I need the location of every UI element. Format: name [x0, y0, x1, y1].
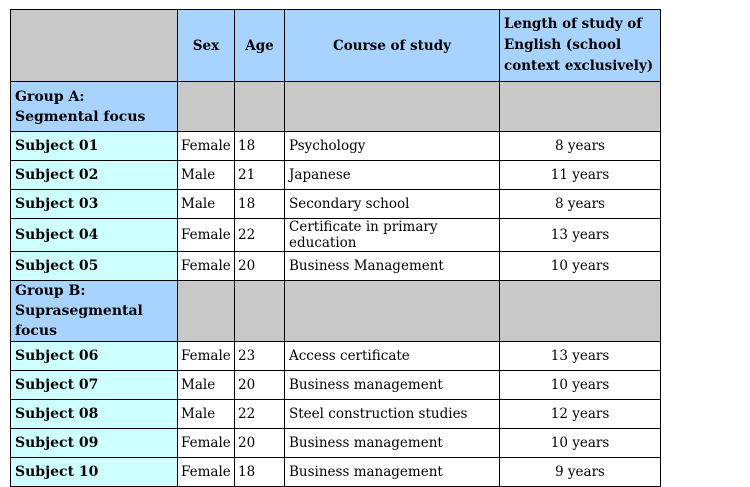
subject-age: 18	[235, 132, 285, 161]
group-fill	[178, 82, 235, 132]
header-length-line2: English (school	[504, 37, 622, 53]
subject-length: 13 years	[500, 219, 661, 252]
group-fill	[500, 82, 661, 132]
subject-length: 8 years	[500, 132, 661, 161]
group-label-a	[11, 82, 178, 132]
subject-sex: Female	[178, 458, 235, 487]
table-row	[11, 161, 661, 190]
group-fill	[235, 82, 285, 132]
table-row	[11, 458, 661, 487]
header-age: Age	[235, 10, 285, 82]
group-label-b	[11, 281, 178, 342]
subject-sex: Male	[178, 161, 235, 190]
group-row-b	[11, 281, 661, 342]
table-row	[11, 429, 661, 458]
subject-name: Subject 03	[11, 190, 178, 219]
subject-course: Business management	[285, 371, 500, 400]
subject-name: Subject 05	[11, 252, 178, 281]
group-fill	[235, 281, 285, 342]
group-row-a	[11, 82, 661, 132]
subject-length: 13 years	[500, 342, 661, 371]
subject-name: Subject 02	[11, 161, 178, 190]
subject-sex: Female	[178, 342, 235, 371]
subject-sex: Male	[178, 371, 235, 400]
table-row	[11, 252, 661, 281]
header-course: Course of study	[285, 10, 500, 82]
table-row	[11, 219, 661, 252]
subject-name: Subject 09	[11, 429, 178, 458]
table-row	[11, 400, 661, 429]
subject-name: Subject 04	[11, 219, 178, 252]
subject-age: 18	[235, 458, 285, 487]
subject-length: 8 years	[500, 190, 661, 219]
subject-course: Certificate in primary education	[285, 219, 500, 252]
subject-name: Subject 06	[11, 342, 178, 371]
subject-age: 20	[235, 252, 285, 281]
table-row	[11, 342, 661, 371]
subject-sex: Female	[178, 219, 235, 252]
subject-course: Business management	[285, 429, 500, 458]
subject-course: Business management	[285, 458, 500, 487]
subject-course: Psychology	[285, 132, 500, 161]
group-b-line2: Suprasegmental focus	[15, 303, 143, 339]
subject-length: 10 years	[500, 371, 661, 400]
group-b-line1: Group B:	[15, 283, 86, 299]
subject-sex: Male	[178, 190, 235, 219]
subject-course: Steel construction studies	[285, 400, 500, 429]
subject-length: 9 years	[500, 458, 661, 487]
subject-sex: Female	[178, 132, 235, 161]
group-fill	[285, 82, 500, 132]
subject-length: 11 years	[500, 161, 661, 190]
subjects-table	[10, 9, 661, 487]
subject-age: 21	[235, 161, 285, 190]
subject-length: 10 years	[500, 252, 661, 281]
group-fill	[500, 281, 661, 342]
table-row	[11, 190, 661, 219]
subject-name: Subject 08	[11, 400, 178, 429]
header-length	[500, 10, 661, 82]
subject-sex: Female	[178, 429, 235, 458]
table-row	[11, 371, 661, 400]
header-row	[11, 10, 661, 82]
subject-age: 23	[235, 342, 285, 371]
group-fill	[285, 281, 500, 342]
group-a-line2: Segmental focus	[15, 108, 146, 125]
subject-course: Access certificate	[285, 342, 500, 371]
subject-age: 18	[235, 190, 285, 219]
group-a-line1: Group A:	[15, 88, 85, 105]
header-sex: Sex	[178, 10, 235, 82]
subject-age: 22	[235, 219, 285, 252]
header-corner-cell	[11, 10, 178, 82]
subject-age: 20	[235, 371, 285, 400]
group-fill	[178, 281, 235, 342]
subject-course: Japanese	[285, 161, 500, 190]
subject-name: Subject 10	[11, 458, 178, 487]
subject-sex: Female	[178, 252, 235, 281]
subject-length: 12 years	[500, 400, 661, 429]
subject-name: Subject 01	[11, 132, 178, 161]
table-row	[11, 132, 661, 161]
header-length-line1: Length of study of	[504, 16, 643, 32]
header-length-line3: context exclusively)	[504, 58, 654, 74]
subject-course: Secondary school	[285, 190, 500, 219]
subject-sex: Male	[178, 400, 235, 429]
subject-name: Subject 07	[11, 371, 178, 400]
subject-age: 20	[235, 429, 285, 458]
subject-course: Business Management	[285, 252, 500, 281]
subject-age: 22	[235, 400, 285, 429]
subject-length: 10 years	[500, 429, 661, 458]
